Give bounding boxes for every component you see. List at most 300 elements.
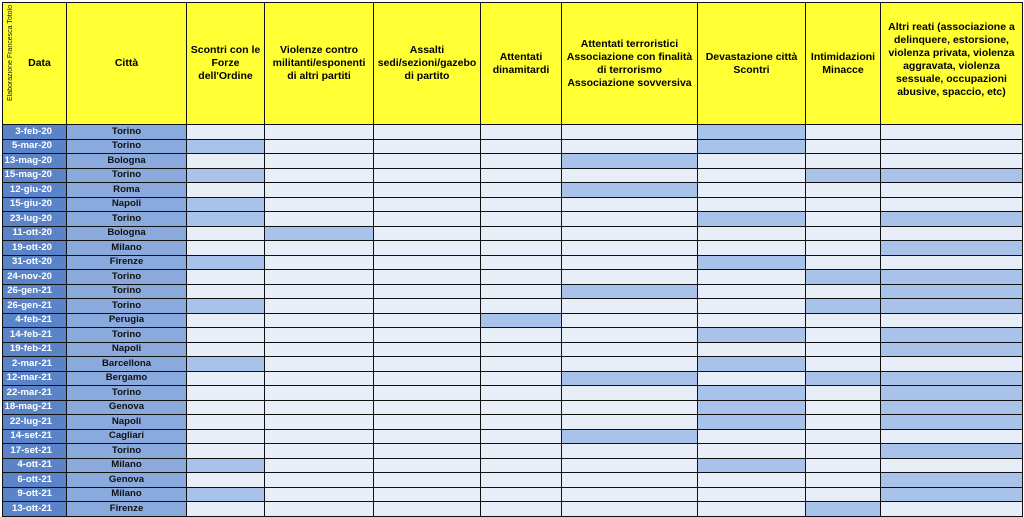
table-row [3, 139, 1023, 154]
category-cell [806, 487, 881, 502]
category-cell [881, 183, 1023, 198]
city-cell: Milano [67, 241, 187, 256]
city-cell: Torino [67, 328, 187, 343]
date-cell: 22-mar-21 [3, 386, 67, 401]
category-cell-marked [698, 400, 806, 415]
category-cell [374, 429, 481, 444]
table-row [3, 487, 1023, 502]
category-cell [374, 284, 481, 299]
category-cell [881, 429, 1023, 444]
category-cell [187, 371, 265, 386]
table-row [3, 458, 1023, 473]
category-cell [187, 386, 265, 401]
category-cell-marked [187, 212, 265, 227]
category-cell [562, 444, 698, 459]
table-row [3, 400, 1023, 415]
city-cell: Genova [67, 473, 187, 488]
category-cell-marked [562, 183, 698, 198]
category-cell [481, 473, 562, 488]
category-cell [481, 458, 562, 473]
date-cell: 6-ott-21 [3, 473, 67, 488]
category-cell-marked [806, 168, 881, 183]
category-cell [806, 444, 881, 459]
category-cell [187, 125, 265, 140]
table-row [3, 168, 1023, 183]
category-cell [806, 400, 881, 415]
category-cell [265, 197, 374, 212]
city-cell: Cagliari [67, 429, 187, 444]
category-cell [881, 197, 1023, 212]
category-cell-marked [881, 415, 1023, 430]
date-cell: 4-feb-21 [3, 313, 67, 328]
category-cell-marked [881, 299, 1023, 314]
category-cell-marked [187, 255, 265, 270]
category-cell [481, 139, 562, 154]
category-cell-marked [698, 458, 806, 473]
table-row [3, 183, 1023, 198]
category-cell [562, 212, 698, 227]
category-cell [265, 502, 374, 517]
date-cell: 11-ott-20 [3, 226, 67, 241]
date-cell: 14-feb-21 [3, 328, 67, 343]
category-cell [481, 125, 562, 140]
category-cell [698, 444, 806, 459]
category-cell [187, 328, 265, 343]
category-cell [698, 197, 806, 212]
category-cell-marked [881, 168, 1023, 183]
category-cell [265, 458, 374, 473]
category-cell [374, 371, 481, 386]
table-row [3, 197, 1023, 212]
category-cell-marked [698, 328, 806, 343]
city-cell: Firenze [67, 255, 187, 270]
category-cell [265, 255, 374, 270]
category-cell [698, 284, 806, 299]
category-cell [481, 168, 562, 183]
credit-label: Elaborazione Francesca Totolo [7, 5, 14, 101]
column-header-attentati-dinamitardi: Attentati dinamitardi [481, 3, 562, 125]
category-cell-marked [187, 197, 265, 212]
table-row [3, 444, 1023, 459]
category-cell [481, 284, 562, 299]
category-cell [806, 284, 881, 299]
table-row [3, 357, 1023, 372]
category-cell [698, 154, 806, 169]
table-row [3, 473, 1023, 488]
date-cell: 22-lug-21 [3, 415, 67, 430]
category-cell [698, 502, 806, 517]
date-cell: 15-giu-20 [3, 197, 67, 212]
category-cell-marked [698, 357, 806, 372]
category-cell [881, 125, 1023, 140]
date-cell: 26-gen-21 [3, 299, 67, 314]
category-cell [481, 502, 562, 517]
category-cell [481, 154, 562, 169]
column-header-attentati-terroristici: Attentati terroristici Associazione con finalità di terrorismo Associazione sovversiva [562, 3, 698, 125]
category-cell [881, 313, 1023, 328]
events-table [2, 2, 1023, 517]
table-row [3, 371, 1023, 386]
category-cell [562, 400, 698, 415]
category-cell [374, 357, 481, 372]
city-cell: Firenze [67, 502, 187, 517]
category-cell-marked [881, 284, 1023, 299]
category-cell [698, 487, 806, 502]
category-cell [481, 270, 562, 285]
city-cell: Bologna [67, 226, 187, 241]
category-cell [698, 429, 806, 444]
category-cell [374, 328, 481, 343]
date-cell: 24-nov-20 [3, 270, 67, 285]
city-cell: Genova [67, 400, 187, 415]
city-cell: Napoli [67, 342, 187, 357]
table-row [3, 415, 1023, 430]
category-cell-marked [187, 357, 265, 372]
category-cell [481, 386, 562, 401]
city-cell: Napoli [67, 197, 187, 212]
city-cell: Torino [67, 212, 187, 227]
category-cell [374, 270, 481, 285]
column-header-altri-reati: Altri reati (associazione a delinquere, estorsione, violenza privata, violenza aggravata, violenza sessuale, occupazioni abusive, spaccio, etc) [881, 3, 1023, 125]
category-cell [265, 473, 374, 488]
category-cell [562, 299, 698, 314]
category-cell [265, 168, 374, 183]
date-cell: 31-ott-20 [3, 255, 67, 270]
category-cell [187, 183, 265, 198]
category-cell [374, 502, 481, 517]
category-cell-marked [562, 154, 698, 169]
category-cell [265, 299, 374, 314]
date-cell: 15-mag-20 [3, 168, 67, 183]
category-cell-marked [881, 342, 1023, 357]
category-cell [562, 487, 698, 502]
category-cell [374, 212, 481, 227]
city-cell: Bergamo [67, 371, 187, 386]
category-cell [265, 444, 374, 459]
category-cell [881, 502, 1023, 517]
city-cell: Perugia [67, 313, 187, 328]
category-cell [265, 125, 374, 140]
category-cell [806, 458, 881, 473]
date-cell: 12-mar-21 [3, 371, 67, 386]
category-cell-marked [698, 125, 806, 140]
category-cell [187, 502, 265, 517]
date-cell: 13-ott-21 [3, 502, 67, 517]
category-cell [698, 226, 806, 241]
city-cell: Torino [67, 444, 187, 459]
category-cell [265, 139, 374, 154]
column-header-data-label: Data [28, 57, 51, 69]
category-cell [265, 284, 374, 299]
category-cell [698, 168, 806, 183]
category-cell [187, 342, 265, 357]
table-row [3, 299, 1023, 314]
category-cell [374, 139, 481, 154]
category-cell [562, 255, 698, 270]
category-cell-marked [881, 444, 1023, 459]
category-cell [806, 139, 881, 154]
category-cell [698, 313, 806, 328]
category-cell-marked [698, 139, 806, 154]
date-cell: 3-feb-20 [3, 125, 67, 140]
table-row [3, 328, 1023, 343]
category-cell-marked [881, 241, 1023, 256]
date-cell: 9-ott-21 [3, 487, 67, 502]
category-cell-marked [187, 168, 265, 183]
city-cell: Torino [67, 168, 187, 183]
category-cell [698, 473, 806, 488]
category-cell-marked [481, 313, 562, 328]
date-cell: 19-ott-20 [3, 241, 67, 256]
category-cell [806, 328, 881, 343]
category-cell [481, 241, 562, 256]
category-cell [265, 400, 374, 415]
category-cell [881, 139, 1023, 154]
category-cell [265, 429, 374, 444]
category-cell [265, 154, 374, 169]
category-cell-marked [698, 386, 806, 401]
category-cell [562, 328, 698, 343]
category-cell-marked [187, 458, 265, 473]
category-cell [881, 154, 1023, 169]
category-cell [806, 429, 881, 444]
category-cell [881, 357, 1023, 372]
category-cell [806, 357, 881, 372]
table-row [3, 429, 1023, 444]
category-cell [806, 197, 881, 212]
column-header-violenze-militanti: Violenze contro militanti/esponenti di altri partiti [265, 3, 374, 125]
category-cell [562, 241, 698, 256]
category-cell [881, 226, 1023, 241]
category-cell-marked [881, 371, 1023, 386]
category-cell [481, 226, 562, 241]
city-cell: Napoli [67, 415, 187, 430]
category-cell [374, 125, 481, 140]
category-cell [562, 458, 698, 473]
category-cell [481, 342, 562, 357]
city-cell: Torino [67, 284, 187, 299]
header-row [3, 3, 1023, 125]
table-row [3, 342, 1023, 357]
category-cell [562, 139, 698, 154]
category-cell-marked [265, 226, 374, 241]
date-cell: 17-set-21 [3, 444, 67, 459]
category-cell [187, 270, 265, 285]
category-cell-marked [881, 270, 1023, 285]
category-cell [806, 313, 881, 328]
date-cell: 23-lug-20 [3, 212, 67, 227]
date-cell: 26-gen-21 [3, 284, 67, 299]
date-cell: 19-feb-21 [3, 342, 67, 357]
category-cell [698, 270, 806, 285]
category-cell [374, 386, 481, 401]
category-cell [562, 226, 698, 241]
table-row [3, 270, 1023, 285]
column-header-assalti-sedi: Assalti sedi/sezioni/gazebo di partito [374, 3, 481, 125]
category-cell [562, 197, 698, 212]
category-cell [806, 473, 881, 488]
table-row [3, 255, 1023, 270]
category-cell [265, 415, 374, 430]
category-cell-marked [562, 429, 698, 444]
category-cell-marked [698, 212, 806, 227]
category-cell [806, 342, 881, 357]
category-cell-marked [698, 415, 806, 430]
category-cell-marked [562, 371, 698, 386]
category-cell [698, 241, 806, 256]
category-cell [374, 473, 481, 488]
category-cell [374, 458, 481, 473]
category-cell [806, 386, 881, 401]
category-cell [374, 183, 481, 198]
category-cell [806, 183, 881, 198]
category-cell [374, 342, 481, 357]
category-cell [265, 183, 374, 198]
category-cell [265, 386, 374, 401]
category-cell [806, 212, 881, 227]
category-cell [374, 226, 481, 241]
city-cell: Milano [67, 487, 187, 502]
column-header-data [3, 3, 67, 125]
date-cell: 18-mag-21 [3, 400, 67, 415]
category-cell [265, 241, 374, 256]
category-cell [187, 226, 265, 241]
date-cell: 12-giu-20 [3, 183, 67, 198]
category-cell-marked [806, 502, 881, 517]
table-row [3, 284, 1023, 299]
category-cell [187, 154, 265, 169]
category-cell [265, 270, 374, 285]
category-cell-marked [562, 284, 698, 299]
category-cell [374, 444, 481, 459]
category-cell-marked [187, 487, 265, 502]
category-cell-marked [881, 386, 1023, 401]
category-cell [881, 458, 1023, 473]
date-cell: 13-mag-20 [3, 154, 67, 169]
column-header-devastazione: Devastazione città Scontri [698, 3, 806, 125]
category-cell [481, 328, 562, 343]
category-cell [481, 357, 562, 372]
category-cell [374, 197, 481, 212]
category-cell [698, 342, 806, 357]
category-cell [562, 357, 698, 372]
category-cell [562, 313, 698, 328]
category-cell-marked [881, 400, 1023, 415]
table-row [3, 212, 1023, 227]
category-cell-marked [881, 473, 1023, 488]
category-cell-marked [881, 487, 1023, 502]
category-cell-marked [187, 139, 265, 154]
table-row [3, 313, 1023, 328]
category-cell [698, 183, 806, 198]
category-cell [481, 487, 562, 502]
city-cell: Torino [67, 386, 187, 401]
category-cell [187, 284, 265, 299]
category-cell [698, 299, 806, 314]
category-cell [562, 168, 698, 183]
category-cell [374, 154, 481, 169]
column-header-intimidazioni: Intimidazioni Minacce [806, 3, 881, 125]
city-cell: Milano [67, 458, 187, 473]
city-cell: Bologna [67, 154, 187, 169]
category-cell-marked [698, 255, 806, 270]
category-cell [698, 371, 806, 386]
date-cell: 4-ott-21 [3, 458, 67, 473]
category-cell [481, 444, 562, 459]
city-cell: Torino [67, 299, 187, 314]
category-cell [374, 241, 481, 256]
category-cell [265, 313, 374, 328]
category-cell [481, 183, 562, 198]
category-cell [481, 255, 562, 270]
category-cell [562, 473, 698, 488]
category-cell [481, 371, 562, 386]
category-cell [187, 241, 265, 256]
table-row [3, 241, 1023, 256]
category-cell [374, 168, 481, 183]
table-row [3, 226, 1023, 241]
table-body [3, 125, 1023, 517]
category-cell [806, 255, 881, 270]
date-cell: 5-mar-20 [3, 139, 67, 154]
category-cell [562, 415, 698, 430]
category-cell [806, 154, 881, 169]
category-cell [265, 342, 374, 357]
category-cell [481, 429, 562, 444]
category-cell [806, 226, 881, 241]
category-cell-marked [187, 299, 265, 314]
category-cell-marked [881, 328, 1023, 343]
category-cell [265, 357, 374, 372]
category-cell [187, 473, 265, 488]
city-cell: Torino [67, 139, 187, 154]
category-cell [881, 255, 1023, 270]
category-cell-marked [806, 270, 881, 285]
category-cell [187, 415, 265, 430]
category-cell-marked [806, 299, 881, 314]
category-cell [562, 342, 698, 357]
category-cell [187, 429, 265, 444]
category-cell [265, 487, 374, 502]
table-row [3, 154, 1023, 169]
category-cell [562, 502, 698, 517]
city-cell: Torino [67, 125, 187, 140]
category-cell [265, 371, 374, 386]
category-cell [562, 386, 698, 401]
category-cell [374, 487, 481, 502]
category-cell [265, 212, 374, 227]
category-cell [562, 270, 698, 285]
category-cell [374, 255, 481, 270]
column-header-citta: Città [67, 3, 187, 125]
category-cell [562, 125, 698, 140]
table-row [3, 125, 1023, 140]
city-cell: Torino [67, 270, 187, 285]
category-cell [481, 212, 562, 227]
category-cell [265, 328, 374, 343]
category-cell [806, 241, 881, 256]
category-cell-marked [881, 212, 1023, 227]
category-cell [481, 400, 562, 415]
category-cell [374, 313, 481, 328]
category-cell-marked [806, 371, 881, 386]
table-row [3, 502, 1023, 517]
city-cell: Roma [67, 183, 187, 198]
table-row [3, 386, 1023, 401]
category-cell [481, 415, 562, 430]
date-cell: 14-set-21 [3, 429, 67, 444]
category-cell [806, 125, 881, 140]
